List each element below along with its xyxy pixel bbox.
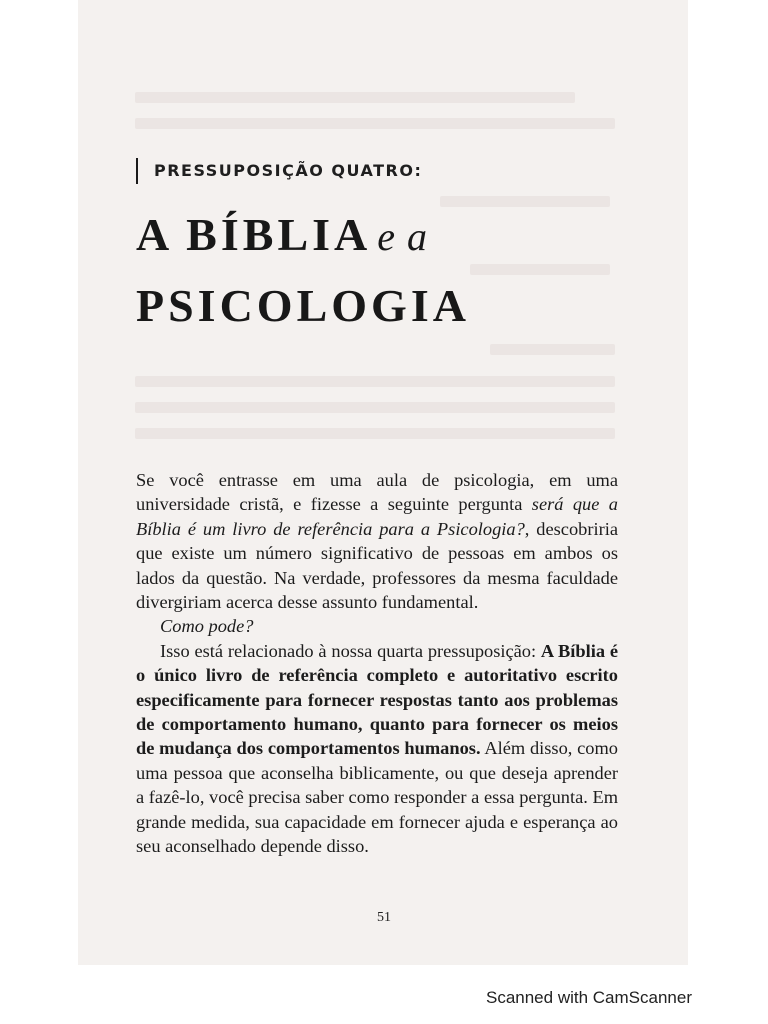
paragraph-3-end: Além disso, como uma pessoa que aconselha biblicamente, ou que deseja aprender a fazê-lo, você precisa saber como responder a essa pergunta. Em grande medida, sua capacidade em fornecer ajuda e esperança ao seu aconselhado depende disso. (136, 738, 619, 857)
bleed-through-line (135, 376, 615, 387)
bleed-through-line (440, 196, 610, 207)
bleed-through-line (135, 118, 615, 129)
chapter-title-line1 (136, 207, 428, 265)
bleed-through-line (135, 92, 575, 103)
paragraph-2-italic: Como pode? (160, 616, 254, 637)
paragraph-1 (136, 468, 618, 614)
chapter-kicker: PRESSUPOSIÇÃO QUATRO: (136, 158, 422, 184)
chapter-title-line2: PSICOLOGIA (136, 280, 470, 331)
bleed-through-line (135, 402, 615, 413)
bleed-through-line (135, 428, 615, 439)
chapter-title-main: A BÍBLIA (136, 209, 372, 260)
body-text (136, 468, 618, 859)
bleed-through-line (490, 344, 615, 355)
page-number: 51 (377, 910, 391, 925)
paragraph-2 (136, 614, 618, 638)
paragraph-3-start: Isso está relacionado à nossa quarta pressuposição: (160, 640, 541, 661)
paragraph-3 (136, 639, 618, 859)
paragraph-1-end: , descobriria que existe um número significativo de pessoas em ambos os lados da questão. Na verdade, professores da mesma faculdade divergiriam acerca desse assunto fundamental. (136, 518, 618, 613)
paragraph-3-bold: A Bíblia é o único livro de referência completo e autoritativo escrito especificamente para fornecer respostas tanto aos problemas de comportamento humano, quanto para fornecer os meios de mudança dos comportamentos humanos. (136, 640, 618, 759)
paragraph-1-question: será que a Bíblia é um livro de referência para a Psicologia? (136, 494, 618, 539)
scanner-watermark: Scanned with CamScanner (485, 988, 692, 1007)
bleed-through-line (470, 264, 610, 275)
chapter-title-connector: e a (377, 214, 429, 259)
paragraph-1-start: Se você entrasse em uma aula de psicologia, em uma universidade cristã, e fizesse a seguinte pergunta (136, 470, 618, 515)
